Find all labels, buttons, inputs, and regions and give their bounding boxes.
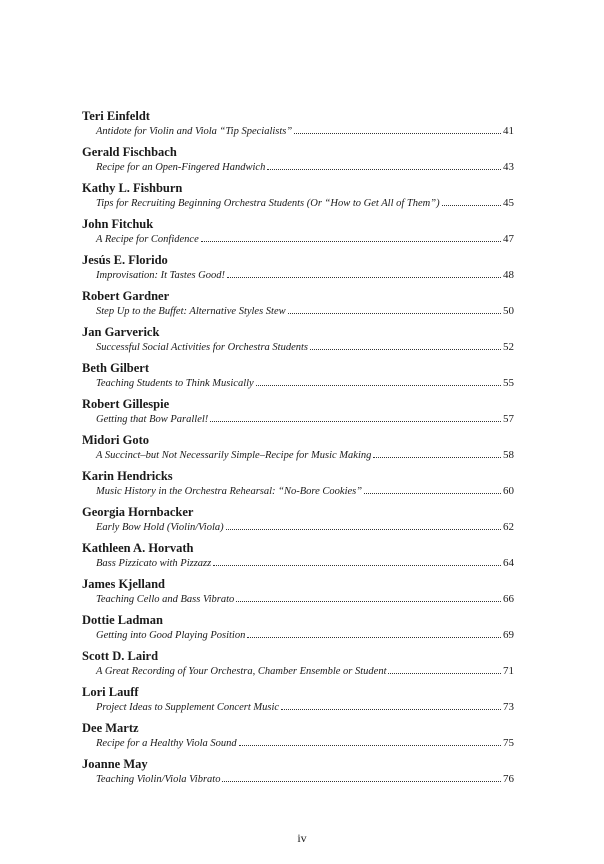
author-name: Gerald Fischbach: [82, 145, 177, 159]
dot-leader: [288, 313, 501, 314]
toc-line: [96, 484, 514, 499]
toc-entry: [82, 253, 514, 289]
toc-line: [96, 664, 514, 679]
toc-line: [96, 340, 514, 355]
article-title: A Recipe for Confidence: [96, 234, 199, 245]
article-title: Tips for Recruiting Beginning Orchestra Students (Or “How to Get All of Them”): [96, 198, 440, 209]
dot-leader: [294, 133, 501, 134]
page-number: 48: [503, 269, 514, 281]
folio-page-number: iv: [297, 831, 307, 845]
author-name: Jan Garverick: [82, 325, 160, 339]
toc-entry: [82, 577, 514, 613]
toc-line: [96, 232, 514, 247]
article-title: Recipe for an Open-Fingered Handwich: [96, 162, 266, 173]
author-name: Joanne May: [82, 757, 148, 771]
toc-line: [96, 556, 514, 571]
article-title: Bass Pizzicato with Pizzazz: [96, 558, 212, 569]
dot-leader: [388, 673, 501, 674]
article-title: Getting into Good Playing Position: [96, 630, 246, 641]
page-number: 76: [503, 773, 514, 785]
author-name: Teri Einfeldt: [82, 109, 150, 123]
article-title: Antidote for Violin and Viola “Tip Specialists”: [96, 126, 293, 137]
page-number: 45: [503, 197, 514, 209]
page-number: 50: [503, 305, 514, 317]
author-name: Kathleen A. Horvath: [82, 541, 194, 555]
toc-entry: [82, 217, 514, 253]
page-number: 47: [503, 233, 514, 245]
toc-entry: [82, 109, 514, 145]
table-of-contents: [82, 109, 514, 793]
toc-entry: [82, 433, 514, 469]
page-number: 66: [503, 593, 514, 605]
article-title: Teaching Violin/Viola Vibrato: [96, 774, 221, 785]
toc-entry: [82, 289, 514, 325]
author-name: Beth Gilbert: [82, 361, 150, 375]
toc-entry: [82, 541, 514, 577]
page-number: 64: [503, 557, 514, 569]
author-name: Georgia Hornbacker: [82, 505, 194, 519]
page-number: 69: [503, 629, 514, 641]
dot-leader: [201, 241, 501, 242]
dot-leader: [281, 709, 501, 710]
toc-entry: [82, 757, 514, 793]
dot-leader: [236, 601, 501, 602]
dot-leader: [442, 205, 501, 206]
author-name: Lori Lauff: [82, 685, 139, 699]
toc-line: [96, 592, 514, 607]
dot-leader: [239, 745, 501, 746]
page-number: 75: [503, 737, 514, 749]
author-name: James Kjelland: [82, 577, 165, 591]
toc-entry: [82, 145, 514, 181]
toc-line: [96, 160, 514, 175]
toc-line: [96, 268, 514, 283]
author-name: Scott D. Laird: [82, 649, 159, 663]
toc-line: [96, 304, 514, 319]
toc-entry: [82, 721, 514, 757]
toc-line: [96, 196, 514, 211]
toc-line: [96, 520, 514, 535]
toc-entry: [82, 361, 514, 397]
toc-line: [96, 376, 514, 391]
dot-leader: [226, 529, 501, 530]
toc-entry: [82, 505, 514, 541]
article-title: Step Up to the Buffet: Alternative Styles Stew: [96, 306, 286, 317]
author-name: Kathy L. Fishburn: [82, 181, 183, 195]
page-number: 55: [503, 377, 514, 389]
toc-line: [96, 772, 514, 787]
dot-leader: [373, 457, 501, 458]
article-title: Getting that Bow Parallel!: [96, 414, 209, 425]
dot-leader: [222, 781, 501, 782]
article-title: Improvisation: It Tastes Good!: [96, 270, 226, 281]
article-title: A Great Recording of Your Orchestra, Chamber Ensemble or Student: [96, 666, 387, 677]
page-number: 43: [503, 161, 514, 173]
page-number: 60: [503, 485, 514, 497]
dot-leader: [247, 637, 501, 638]
toc-entry: [82, 685, 514, 721]
dot-leader: [364, 493, 501, 494]
page-number: 41: [503, 125, 514, 137]
author-name: Midori Goto: [82, 433, 150, 447]
toc-entry: [82, 649, 514, 685]
article-title: Project Ideas to Supplement Concert Music: [96, 702, 280, 713]
author-name: Jesús E. Florido: [82, 253, 168, 267]
toc-entry: [82, 325, 514, 361]
toc-line: [96, 628, 514, 643]
article-title: Music History in the Orchestra Rehearsal: “No-Bore Cookies”: [96, 486, 363, 497]
author-name: Robert Gardner: [82, 289, 170, 303]
article-title: Recipe for a Healthy Viola Sound: [96, 738, 237, 749]
article-title: A Succinct–but Not Necessarily Simple–Recipe for Music Making: [96, 450, 372, 461]
page-number: 73: [503, 701, 514, 713]
dot-leader: [267, 169, 501, 170]
toc-line: [96, 448, 514, 463]
toc-line: [96, 736, 514, 751]
toc-entry: [82, 397, 514, 433]
dot-leader: [210, 421, 501, 422]
article-title: Teaching Cello and Bass Vibrato: [96, 594, 235, 605]
toc-line: [96, 124, 514, 139]
toc-entry: [82, 613, 514, 649]
author-name: Robert Gillespie: [82, 397, 170, 411]
dot-leader: [310, 349, 501, 350]
toc-line: [96, 412, 514, 427]
toc-line: [96, 700, 514, 715]
dot-leader: [256, 385, 501, 386]
author-name: Dottie Ladman: [82, 613, 163, 627]
dot-leader: [213, 565, 501, 566]
page-number: 52: [503, 341, 514, 353]
author-name: Dee Martz: [82, 721, 139, 735]
page-number: 62: [503, 521, 514, 533]
article-title: Teaching Students to Think Musically: [96, 378, 254, 389]
toc-entry: [82, 469, 514, 505]
author-name: Karin Hendricks: [82, 469, 173, 483]
author-name: John Fitchuk: [82, 217, 154, 231]
page-number: 71: [503, 665, 514, 677]
page-number: 57: [503, 413, 514, 425]
dot-leader: [227, 277, 501, 278]
toc-entry: [82, 181, 514, 217]
article-title: Successful Social Activities for Orchestra Students: [96, 342, 309, 353]
page-number: 58: [503, 449, 514, 461]
article-title: Early Bow Hold (Violin/Viola): [96, 522, 224, 533]
